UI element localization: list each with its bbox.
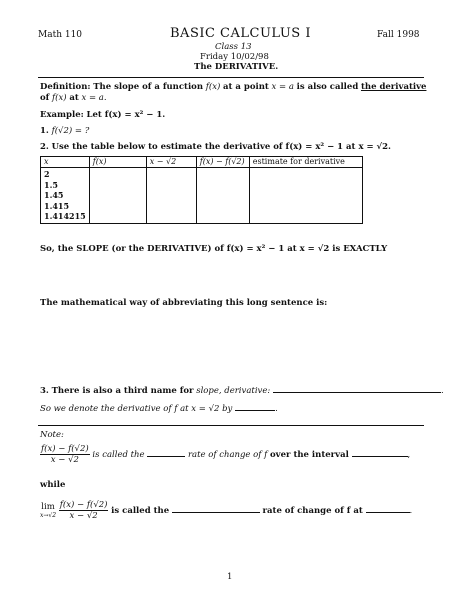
question-2-number: 2. — [40, 142, 49, 152]
table-row — [41, 168, 363, 224]
table-cell-x-minus-root2[interactable] — [146, 168, 196, 224]
definition-text-2: at a point — [223, 82, 269, 92]
abbreviation-line: The mathematical way of abbreviating this long sentence is: — [40, 298, 328, 308]
definition-text-5: at — [69, 93, 79, 103]
limit-operator — [40, 502, 56, 519]
course-label: Math 110 — [38, 30, 83, 40]
question-3-number: 3. — [40, 386, 49, 396]
subject-label: The DERIVATIVE. — [194, 62, 279, 72]
question-2-text: Use the table below to estimate the derivative of f(x) = x² − 1 at x = √2. — [51, 142, 392, 152]
note-line — [40, 444, 410, 465]
table-cell-x-2: 1.5 — [44, 179, 58, 190]
table-header-fx-diff: f(x) − f(√2) — [196, 157, 249, 168]
question-3-blank[interactable] — [273, 392, 441, 393]
definition-text-1: The slope of a function — [93, 82, 204, 92]
page-number: 1 — [227, 572, 233, 582]
table-header-x-minus-root2: x − √2 — [146, 157, 196, 168]
note-text-3: over the interval — [269, 450, 349, 460]
note-label: Note: — [40, 430, 64, 440]
note-fraction-numerator: f(x) − f(√2) — [41, 444, 89, 454]
definition-line-1 — [40, 82, 426, 92]
table-header-fx: f(x) — [89, 157, 146, 168]
definition-line-2: of f(x) at x = a. — [40, 93, 107, 103]
class-number: Class 13 — [215, 42, 252, 52]
question-1-text: f(√2) = ? — [51, 126, 90, 136]
question-3 — [40, 386, 444, 396]
definition-x-eq-a: x = a — [271, 82, 294, 92]
limit-text-2: rate of change of f at — [262, 506, 363, 516]
definition-text-3: is also called — [296, 82, 359, 92]
limit-end: . — [409, 506, 413, 516]
while-label: while — [40, 480, 66, 490]
note-divider — [38, 425, 424, 426]
table-cell-x-4: 1.415 — [44, 200, 70, 211]
note-fraction — [40, 444, 90, 465]
definition-text-4: of — [40, 93, 50, 103]
question-1 — [40, 126, 89, 136]
note-blank-1[interactable] — [147, 456, 185, 457]
term-label: Fall 1998 — [377, 30, 420, 40]
note-fraction-denominator: x − √2 — [50, 455, 79, 465]
example-line — [40, 110, 165, 120]
example-label: Example: — [40, 110, 84, 120]
note-end: , — [407, 450, 411, 460]
limit-text-1: is called the — [111, 506, 170, 516]
definition-x-eq-a-2: x = a — [81, 93, 104, 103]
limit-blank-1[interactable] — [172, 512, 260, 513]
limit-fraction-numerator: f(x) − f(√2) — [59, 500, 108, 510]
question-2 — [40, 142, 391, 152]
denote-end: . — [275, 404, 278, 414]
table-cell-estimate[interactable] — [249, 168, 362, 224]
limit-fraction — [59, 500, 109, 521]
denote-blank[interactable] — [235, 410, 275, 411]
limit-fraction-denominator: x − √2 — [69, 511, 98, 521]
limit-subscript: x→√2 — [40, 512, 57, 519]
table-x-values — [41, 168, 90, 224]
document-title: BASIC CALCULUS I — [170, 26, 311, 41]
denote-line — [40, 404, 278, 414]
header-divider — [38, 77, 424, 78]
question-3-italic: slope, derivative: — [196, 386, 271, 396]
limit-lim: lim — [41, 502, 55, 512]
denote-text: So we denote the derivative of f at x = √2 by — [40, 404, 233, 414]
question-3-end: . — [440, 386, 444, 396]
table-cell-x-3: 1.45 — [44, 190, 64, 200]
table-cell-x-1: 2 — [44, 169, 50, 179]
definition-label: Definition: — [40, 82, 91, 92]
definition-fx: f(x) — [205, 82, 221, 92]
question-1-number: 1. — [40, 126, 49, 136]
table-cell-fx-diff[interactable] — [196, 168, 249, 224]
definition-term: the derivative — [360, 82, 427, 92]
slope-line: So, the SLOPE (or the DERIVATIVE) of f(x) = x² − 1 at x = √2 is EXACTLY — [40, 244, 388, 254]
limit-blank-2[interactable] — [366, 512, 410, 513]
table-cell-x-5: 1.414215 — [44, 211, 86, 221]
date-label: Friday 10/02/98 — [200, 52, 269, 62]
example-text: Let f(x) = x² − 1. — [86, 110, 166, 120]
definition-fx-2: f(x) — [52, 93, 67, 103]
table-header-estimate: estimate for derivative — [249, 157, 362, 168]
table-header-x: x — [41, 157, 90, 168]
note-text-2: rate of change of f — [187, 450, 268, 460]
table-header-row — [41, 157, 363, 168]
note-text-1: is called the — [92, 450, 145, 460]
estimate-table — [40, 156, 363, 224]
table-cell-fx[interactable] — [89, 168, 146, 224]
note-blank-2[interactable] — [352, 456, 408, 457]
question-3-text: There is also a third name for — [51, 386, 194, 396]
limit-line — [40, 500, 412, 521]
